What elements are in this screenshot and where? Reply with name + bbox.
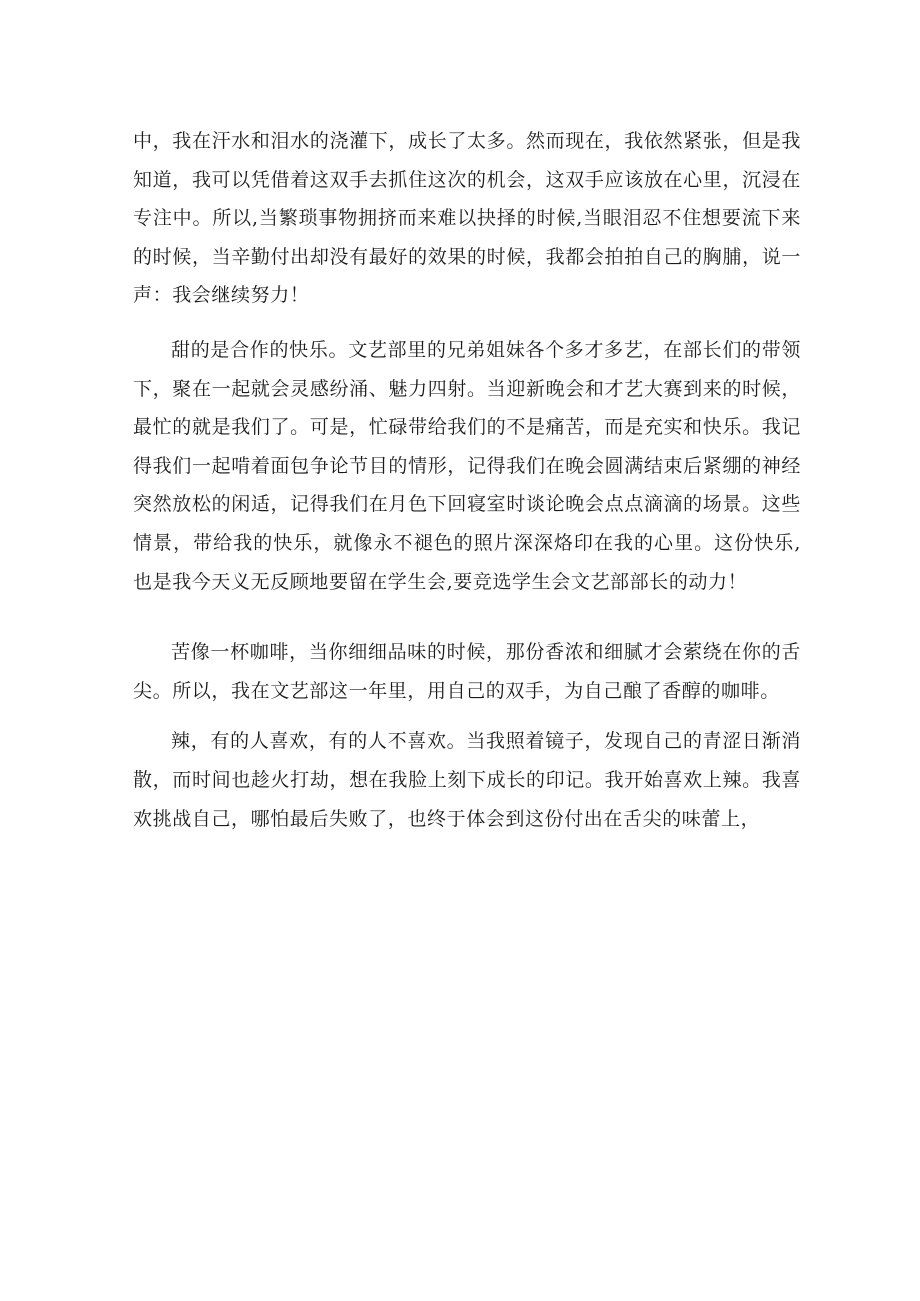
paragraph-bitter: 苦像一杯咖啡，当你细细品味的时候，那份香浓和细腻才会萦绕在你的舌尖。所以，我在文艺部这一年里，用自己的双手，为自己酿了香醇的咖啡。 xyxy=(133,641,801,702)
paragraph-sweet: 甜的是合作的快乐。文艺部里的兄弟姐妹各个多才多艺，在部长们的带领下，聚在一起就会灵感纷涌、魅力四射。当迎新晚会和才艺大赛到来的时候，最忙的就是我们了。可是，忙碌带给我们的不是痛苦，而是充实和快乐。我记得我们一起啃着面包争论节目的情形，记得我们在晚会圆满结束后紧绷的神经突然放松的闲适，记得我们在月色下回寝室时谈论晚会点点滴滴的场景。这些情景，带给我的快乐，就像永不褪色的照片深深烙印在我的心里。这份快乐,也是我今天义无反顾地要留在学生会,要竞选学生会文艺部部长的动力！ xyxy=(133,338,801,593)
document-body xyxy=(133,122,801,838)
paragraph-continuation: 中，我在汗水和泪水的浇灌下，成长了太多。然而现在，我依然紧张，但是我知道，我可以凭借着这双手去抓住这次的机会，这双手应该放在心里，沉浸在专注中。所以,当繁琐事物拥挤而来难以抉择的时候,当眼泪忍不住想要流下来的时候，当辛勤付出却没有最好的效果的时候，我都会拍拍自己的胸脯，说一声：我会继续努力！ xyxy=(133,130,801,307)
paragraph-spicy: 辣，有的人喜欢，有的人不喜欢。当我照着镜子，发现自己的青涩日渐消散，而时间也趁火打劫，想在我脸上刻下成长的印记。我开始喜欢上辣。我喜欢挑战自己，哪怕最后失败了，也终于体会到这份付出在舌尖的味蕾上， xyxy=(133,730,801,830)
